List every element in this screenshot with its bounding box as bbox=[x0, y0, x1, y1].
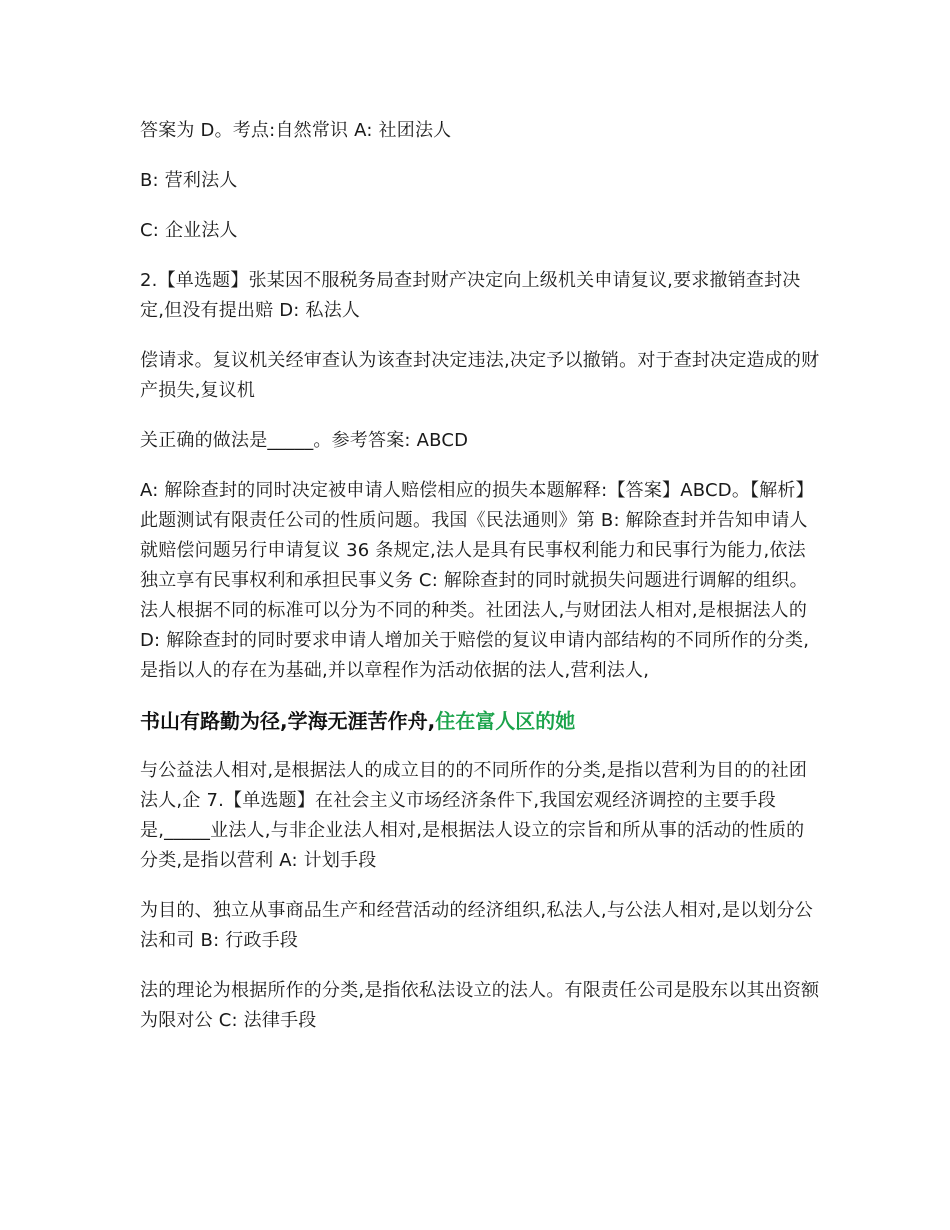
paragraph-option-c-law: 法的理论为根据所作的分类,是指依私法设立的法人。有限责任公司是股东以其出资额为限对公 C: 法律手段 bbox=[140, 980, 820, 1031]
paragraph-option-c: C: 企业法人 bbox=[140, 220, 238, 241]
paragraph-answer-d: 答案为 D。考点:自然常识 A: 社团法人 bbox=[140, 120, 452, 141]
paragraph-explanation: A: 解除查封的同时决定被申请人赔偿相应的损失本题解释:【答案】ABCD。【解析】此题测试有限责任公司的性质问题。我国《民法通则》第 B: 解除查封并告知申请人就赔偿问题另行申请复议 36 条规定,法人是具有民事权利能力和民事行为能力,依法独立享有民事权利和承担民事义务 C: 解除查封的同时就损失问题进行调解的组织。法人根据不同的标准可以分为不同的种类。社团法人,与财团法人相对,是根据法人的 D: 解除查封的同时要求申请人增加关于赔偿的复议申请内部结构的不同所作的分类,是指以人的存在为基础,并以章程作为活动依据的法人,营利法人, bbox=[140, 480, 814, 681]
paragraph-question-2: 2.【单选题】张某因不服税务局查封财产决定向上级机关申请复议,要求撤销查封决定,但没有提出赔 D: 私法人 bbox=[140, 270, 801, 321]
paragraph-question-2-cont: 偿请求。复议机关经审查认为该查封决定违法,决定予以撤销。对于查封决定造成的财产损失,复议机 bbox=[140, 350, 820, 401]
motto-link[interactable]: 住在富人区的她 bbox=[435, 709, 576, 733]
paragraph-question-7: 与公益法人相对,是根据法人的成立目的的不同所作的分类,是指以营利为目的的社团法人,企 7.【单选题】在社会主义市场经济条件下,我国宏观经济调控的主要手段是,_____业法人,与非企业法人相对,是根据法人设立的宗旨和所从事的活动的性质的分类,是指以营利 A: 计划手段 bbox=[140, 760, 808, 871]
document-page bbox=[140, 116, 820, 1056]
motto-banner bbox=[140, 706, 820, 736]
paragraph-reference-answer: 关正确的做法是_____。参考答案: ABCD bbox=[140, 430, 469, 451]
motto-text: 书山有路勤为径,学海无涯苦作舟, bbox=[140, 709, 436, 733]
paragraph-option-b: B: 营利法人 bbox=[140, 170, 238, 191]
paragraph-option-b-admin: 为目的、独立从事商品生产和经营活动的经济组织,私法人,与公法人相对,是以划分公法和司 B: 行政手段 bbox=[140, 900, 813, 951]
